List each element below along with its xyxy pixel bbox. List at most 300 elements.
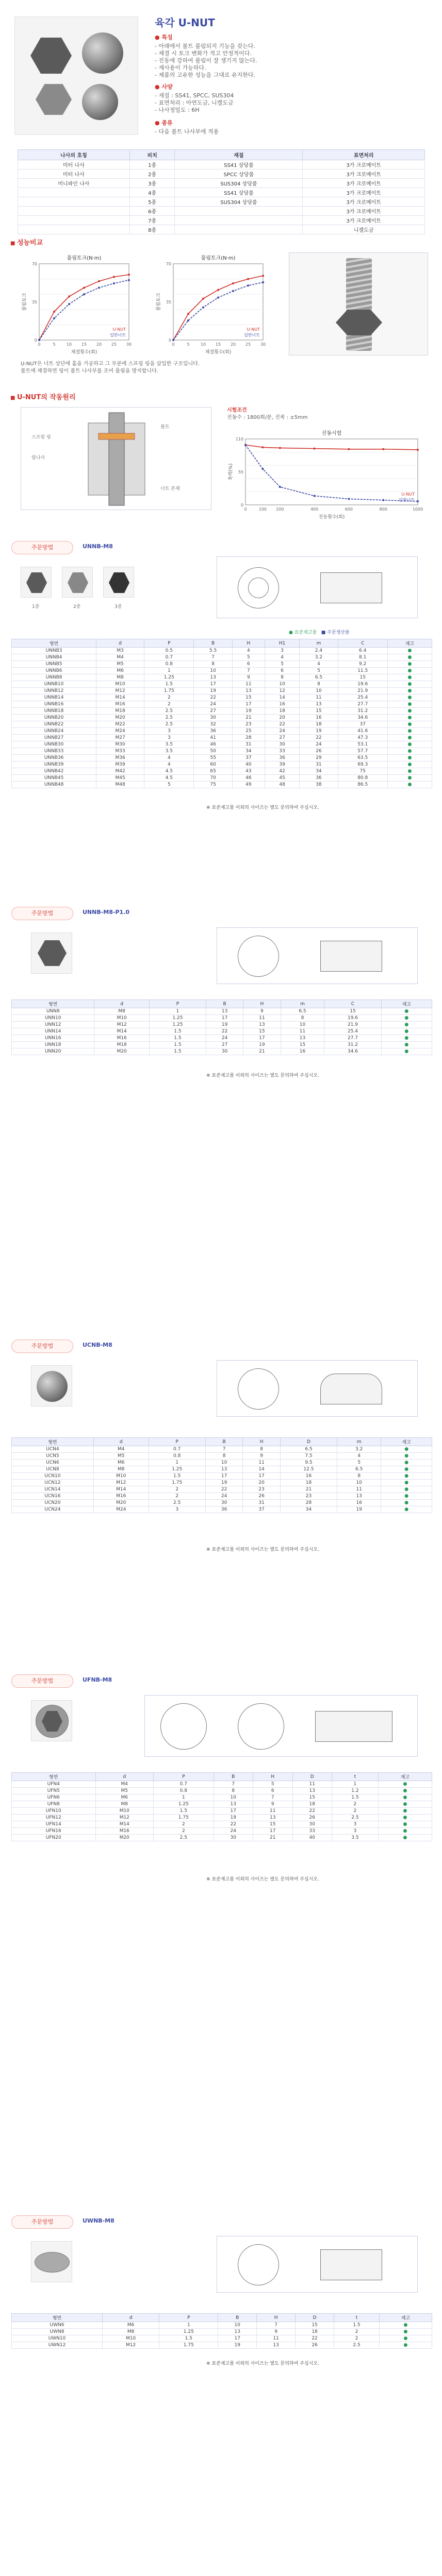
table-cell: 2 <box>154 1828 214 1835</box>
table-row <box>12 674 432 681</box>
table-row <box>12 735 432 741</box>
table-cell: 0.8 <box>144 661 194 668</box>
table-cell: 7 <box>257 2322 296 2329</box>
table-cell: ● <box>381 1035 432 1042</box>
column-header: D <box>280 1438 337 1446</box>
table-cell: M14 <box>94 1028 149 1035</box>
data-point <box>262 275 264 277</box>
table-cell: 1.25 <box>159 2329 218 2335</box>
table-note-2: ※ 표준재고품 이외의 사이즈는 별도 문의하여 주십시오. <box>206 1073 319 1078</box>
table-row <box>12 1835 432 1841</box>
table-cell: 15 <box>232 694 265 701</box>
table-cell: 26 <box>300 748 338 755</box>
table-cell: ● <box>381 1506 432 1513</box>
table-cell: M6 <box>93 1460 149 1466</box>
test-heading: 시험조건 <box>227 408 247 413</box>
table-cell: M16 <box>96 701 144 708</box>
data-point <box>187 313 189 315</box>
table-cell: 1.25 <box>154 1801 214 1808</box>
table-cell: 80.8 <box>338 775 387 782</box>
table-cell: 41 <box>194 735 232 741</box>
table-cell: 2.5 <box>144 715 194 721</box>
table-row <box>18 225 425 234</box>
table-cell: M27 <box>96 735 144 741</box>
table-cell: 4.5 <box>144 775 194 782</box>
table-cell: 2.4 <box>300 648 338 654</box>
table-cell: 9.2 <box>338 661 387 668</box>
table-cell: 6.5 <box>281 1008 324 1015</box>
table-cell: 13 <box>292 1788 332 1794</box>
table-cell: ● <box>381 1453 432 1460</box>
table-cell: 22 <box>214 1821 253 1828</box>
x-tick-label: 25 <box>111 342 117 347</box>
table-cell: 49 <box>232 782 265 788</box>
table-cell: M18 <box>96 708 144 715</box>
table-cell: 8 <box>281 1015 324 1022</box>
table-cell: UNNB16 <box>12 701 96 708</box>
x-axis-label: 체결횟수(회) <box>71 350 97 355</box>
table-cell: 15 <box>324 1008 381 1015</box>
x-tick-label: 800 <box>379 507 387 512</box>
table-cell: 10 <box>281 1022 324 1028</box>
table-cell: 17 <box>206 1015 243 1022</box>
dimension-drawing-5 <box>217 2236 418 2293</box>
x-tick-label: 30 <box>126 342 132 347</box>
table-cell: UCN24 <box>12 1506 94 1513</box>
table-cell: 26 <box>296 2342 334 2349</box>
table-cell: 3가 크로메이트 <box>303 197 425 207</box>
y-tick-label: 70 <box>166 262 171 266</box>
product-image-5 <box>31 2241 72 2282</box>
table-cell: 3가 크로메이트 <box>303 216 425 225</box>
table-cell: 26 <box>292 1815 332 1821</box>
data-point <box>128 274 130 276</box>
table-cell: 21 <box>253 1835 292 1841</box>
table-cell: 19 <box>214 1815 253 1821</box>
nut-image-1 <box>30 38 72 74</box>
table-cell: 22 <box>265 721 300 728</box>
table-cell: 9.5 <box>280 1460 337 1466</box>
table-cell: 1.5 <box>144 681 194 688</box>
product-photo <box>14 16 138 135</box>
column-header: D <box>296 2314 334 2322</box>
table-cell: M39 <box>96 761 144 768</box>
table-cell: 10 <box>337 1480 381 1486</box>
legend-entry: 일반너트 <box>399 498 415 502</box>
data-point <box>247 284 249 286</box>
column-header: H <box>253 1773 292 1781</box>
table-note-1: ※ 표준재고품 이외의 사이즈는 별도 문의하여 주십시오. <box>206 805 319 810</box>
table-cell: ● <box>381 1015 432 1022</box>
column-header: m <box>337 1438 381 1446</box>
table-cell: 36 <box>265 755 300 761</box>
table-row <box>12 1486 432 1493</box>
table-cell: M24 <box>96 728 144 735</box>
column-header: B <box>218 2314 257 2322</box>
table-cell: ● <box>387 668 432 674</box>
table-cell: 23 <box>280 1493 337 1500</box>
table-cell: UNNB39 <box>12 761 96 768</box>
table-cell: 9 <box>253 1801 292 1808</box>
table-cell: UNNB45 <box>12 775 96 782</box>
table-row <box>12 728 432 735</box>
table-cell: 9 <box>232 674 265 681</box>
table-cell: M8 <box>96 674 144 681</box>
table-cell: 50 <box>194 748 232 755</box>
table-cell: 9 <box>243 1453 280 1460</box>
table-cell: 6.5 <box>337 1466 381 1473</box>
principle-svg <box>21 408 212 511</box>
page-title: 육각 U-NUT <box>155 16 215 29</box>
table-cell: 10 <box>218 2322 257 2329</box>
dim-side-view <box>320 572 382 603</box>
table-cell: M14 <box>93 1486 149 1493</box>
table-row <box>12 1453 432 1460</box>
table-cell: M8 <box>95 1801 154 1808</box>
table-cell: 11 <box>243 1460 280 1466</box>
label-nut-body: 너트 본체 <box>160 486 180 492</box>
table-cell: 1종 <box>129 160 175 170</box>
table-row <box>12 2322 432 2329</box>
table-cell: 16 <box>300 715 338 721</box>
table-cell: 24 <box>300 741 338 748</box>
table-row <box>12 775 432 782</box>
sample-label-3: 3종 <box>114 604 122 609</box>
feature-line: - 진동에 강하여 풀림이 잘 생기지 않는다. <box>155 57 257 64</box>
table-cell: 9 <box>257 2329 296 2335</box>
table-cell: M12 <box>93 1480 149 1486</box>
column-header: m <box>300 639 338 648</box>
dimension-drawing-2 <box>217 927 418 984</box>
table-cell: ● <box>387 654 432 661</box>
table-cell: 30 <box>214 1835 253 1841</box>
table-cell: 1.5 <box>149 1473 205 1480</box>
table-cell: 24 <box>265 728 300 735</box>
table-cell: M20 <box>95 1835 154 1841</box>
data-point <box>261 446 264 448</box>
table-cell: 6 <box>253 1788 292 1794</box>
table-cell: 53.1 <box>338 741 387 748</box>
table-cell: 45 <box>265 775 300 782</box>
table-cell: M3 <box>96 648 144 654</box>
table-cell: UFN12 <box>12 1815 96 1821</box>
table-cell: ● <box>378 1835 432 1841</box>
table-cell: M45 <box>96 775 144 782</box>
table-cell: 13 <box>218 2329 257 2335</box>
table-cell: 2.5 <box>144 708 194 715</box>
table-cell: UFN6 <box>12 1794 96 1801</box>
table-cell: UFN16 <box>12 1828 96 1835</box>
nut-image-3 <box>36 84 72 115</box>
table-cell: UNNB4 <box>12 654 96 661</box>
table-cell: ● <box>387 648 432 654</box>
table-cell: UNNB30 <box>12 741 96 748</box>
section-principle: ■ U-NUT의 작동원리 <box>10 392 76 401</box>
table-row <box>18 207 425 216</box>
table-cell: 69.3 <box>338 761 387 768</box>
table-row <box>12 668 432 674</box>
order-method-4: 주문방법 <box>11 1674 73 1688</box>
table-note-3: ※ 표준재고품 이외의 사이즈는 별도 문의하여 주십시오. <box>206 1547 319 1552</box>
feature-line: - 체결 시 토크 변화가 적고 안정적이다. <box>155 50 252 57</box>
table-cell: ● <box>378 1808 432 1815</box>
table-row <box>12 681 432 688</box>
table-row <box>18 170 425 179</box>
column-header: P <box>149 1000 206 1008</box>
y-tick-label: 110 <box>235 437 243 442</box>
table-cell: 11 <box>243 1015 281 1022</box>
table-cell: 1 <box>149 1460 205 1466</box>
legend-std: ● 표준재고품 <box>289 630 317 635</box>
column-header: B <box>194 639 232 648</box>
table-cell: 3종 <box>129 179 175 188</box>
table-cell: 10 <box>194 668 232 674</box>
y-tick-label: 55 <box>238 470 243 474</box>
table-cell: 36 <box>194 728 232 735</box>
table-cell: 38 <box>300 782 338 788</box>
table-cell: 1.5 <box>149 1035 206 1042</box>
table-cell: ● <box>387 728 432 735</box>
legend-entry: U-NUT <box>112 327 126 332</box>
table-cell: 23 <box>243 1486 280 1493</box>
table-cell: 17 <box>232 701 265 708</box>
table-cell: UNN18 <box>12 1042 94 1048</box>
table-cell: 13 <box>300 701 338 708</box>
y-tick-label: 35 <box>166 300 171 304</box>
table-cell: 1.25 <box>149 1022 206 1028</box>
spec-table <box>18 149 425 234</box>
table-cell: 37 <box>243 1506 280 1513</box>
table-cell: UNNB27 <box>12 735 96 741</box>
table-cell: 27 <box>265 735 300 741</box>
types-block <box>155 118 219 135</box>
table-cell: UNNB3 <box>12 648 96 654</box>
table-cell: 30 <box>194 715 232 721</box>
table-cell <box>175 216 303 225</box>
table-cell: M16 <box>93 1493 149 1500</box>
data-point <box>202 298 204 300</box>
table-cell: 17 <box>194 681 232 688</box>
x-tick-label: 25 <box>245 342 251 347</box>
data-point <box>53 317 55 319</box>
table-cell: UFN20 <box>12 1835 96 1841</box>
table-cell: ● <box>378 1788 432 1794</box>
table-row <box>12 1042 432 1048</box>
order-code-4: UFNB-M8 <box>83 1676 112 1683</box>
table-cell: 36 <box>205 1506 242 1513</box>
table-cell: 22 <box>205 1486 242 1493</box>
table-cell: M6 <box>96 668 144 674</box>
data-point <box>113 276 115 278</box>
table-cell: 2 <box>149 1493 205 1500</box>
data-point <box>417 449 419 451</box>
table-cell: 75 <box>194 782 232 788</box>
data-point <box>217 297 219 299</box>
table-cell: ● <box>381 1048 432 1055</box>
feature-line: - 아래에서 볼트 풀림되지 기능을 갖는다. <box>155 43 255 49</box>
x-tick-label: 15 <box>215 342 221 347</box>
column-header: t <box>334 2314 379 2322</box>
bolt-illustration <box>289 252 428 355</box>
table-cell: 0.7 <box>154 1781 214 1788</box>
table-cell: 21 <box>243 1048 281 1055</box>
table-cell <box>18 197 130 207</box>
x-tick-label: 5 <box>53 342 56 347</box>
table-row <box>12 721 432 728</box>
table-cell: 1.5 <box>154 1808 214 1815</box>
table-cell: 0.8 <box>149 1453 205 1460</box>
nut-on-bolt-image <box>336 310 382 335</box>
chart-torque-2 <box>155 252 268 355</box>
table-cell: ● <box>381 1446 432 1453</box>
table-cell: ● <box>378 1794 432 1801</box>
table-cell: 46 <box>232 775 265 782</box>
y-axis-label: 축력(%) <box>228 463 234 481</box>
table-cell: 23 <box>232 721 265 728</box>
table-cell: 13 <box>243 1022 281 1028</box>
table-cell: 3 <box>332 1821 378 1828</box>
table-cell: 2 <box>334 2329 379 2335</box>
table-cell: 8 <box>300 681 338 688</box>
x-tick-label: 100 <box>258 507 267 512</box>
table-cell: 11 <box>253 1808 292 1815</box>
table-row <box>12 761 432 768</box>
data-point <box>53 311 55 313</box>
table-cell: 24 <box>194 701 232 708</box>
table-cell: M18 <box>94 1042 149 1048</box>
data-point <box>83 287 85 289</box>
table-cell: 86.5 <box>338 782 387 788</box>
column-header: C <box>324 1000 381 1008</box>
data-point <box>382 499 384 501</box>
chart-title: 풀림토크(N·m) <box>67 256 102 261</box>
x-tick-label: 600 <box>345 507 353 512</box>
table-cell: M24 <box>93 1506 149 1513</box>
chart-title: 풀림토크(N·m) <box>201 256 236 261</box>
table-cell: 5 <box>300 668 338 674</box>
test-condition <box>227 407 423 421</box>
table-cell: 2.5 <box>144 721 194 728</box>
table-cell: 2 <box>332 1801 378 1808</box>
spec-header: 나사의 호칭 <box>18 150 130 160</box>
table-cell: ● <box>381 1042 432 1048</box>
column-header: d <box>95 1773 154 1781</box>
table-cell: 5 <box>253 1781 292 1788</box>
table-cell: ● <box>381 1493 432 1500</box>
y-axis-label: 풀림토크 <box>156 293 161 311</box>
table-cell: 7 <box>232 668 265 674</box>
data-point <box>232 282 234 284</box>
table-cell: 4.5 <box>144 768 194 775</box>
table-cell: 6.5 <box>300 674 338 681</box>
table-note-5: ※ 표준재고품 이외의 사이즈는 별도 문의하여 주십시오. <box>206 2361 319 2366</box>
table-cell: M6 <box>103 2322 159 2329</box>
table-cell: 13 <box>281 1035 324 1042</box>
x-tick-label: 5 <box>187 342 190 347</box>
table-cell: M4 <box>93 1446 149 1453</box>
spec-header: 피치 <box>129 150 175 160</box>
table-cell: M8 <box>94 1008 149 1015</box>
table-cell: 4 <box>265 654 300 661</box>
order-method-2: 주문방법 <box>11 907 73 920</box>
table-row <box>18 188 425 197</box>
table-row <box>12 661 432 668</box>
table-cell: UWN8 <box>12 2329 103 2335</box>
product-image-3 <box>31 1365 72 1406</box>
table-cell: 11 <box>281 1028 324 1035</box>
table-cell: 18 <box>280 1480 337 1486</box>
table-cell: M16 <box>95 1828 154 1835</box>
column-header: 형번 <box>12 1773 96 1781</box>
y-axis-label: 풀림토크 <box>22 293 27 311</box>
table-cell: 21.9 <box>324 1022 381 1028</box>
table-cell: 미니파인 나사 <box>18 179 130 188</box>
table-cell: UFN10 <box>12 1808 96 1815</box>
table-cell: 14 <box>265 694 300 701</box>
table-cell: 43 <box>232 768 265 775</box>
table-cell: 70 <box>194 775 232 782</box>
x-tick-label: 0 <box>38 342 41 347</box>
table-cell: M30 <box>96 741 144 748</box>
table-unnb <box>11 639 432 788</box>
table-row <box>12 741 432 748</box>
data-point <box>128 279 130 281</box>
table-cell: M33 <box>96 748 144 755</box>
table-cell: 34 <box>280 1506 337 1513</box>
features-heading: ● 특징 <box>155 34 173 41</box>
table-row <box>12 715 432 721</box>
table-cell: 6종 <box>129 207 175 216</box>
table-cell: 1 <box>154 1794 214 1801</box>
table-cell: 8.1 <box>338 654 387 661</box>
data-point <box>244 444 247 446</box>
table-cell <box>175 225 303 234</box>
table-cell: 13 <box>214 1801 253 1808</box>
table-cell: 63.5 <box>338 755 387 761</box>
table-cell: 25.4 <box>324 1028 381 1035</box>
table-cell: 1.5 <box>332 1794 378 1801</box>
sample-label-2: 2종 <box>73 604 81 609</box>
table-cell: M4 <box>96 654 144 661</box>
table-cell: 3.5 <box>144 748 194 755</box>
table-row <box>18 160 425 170</box>
table-cell: 19 <box>337 1506 381 1513</box>
types-line: - 다음 볼트 나사부에 적용 <box>155 128 219 135</box>
table-cell: 29 <box>300 755 338 761</box>
data-point <box>417 500 419 502</box>
table-uwn <box>11 2313 432 2349</box>
y-tick-label: 0 <box>168 338 171 343</box>
column-header: P <box>149 1438 205 1446</box>
table-row <box>12 768 432 775</box>
table-row <box>12 2342 432 2349</box>
table-cell: ● <box>379 2335 432 2342</box>
table-cell: ● <box>387 768 432 775</box>
table-cell: ● <box>378 1781 432 1788</box>
table-cell: UWN12 <box>12 2342 103 2349</box>
table-cell: 24 <box>205 1493 242 1500</box>
principle-diagram <box>21 407 211 510</box>
table-cell: 17 <box>243 1035 281 1042</box>
table-cell: ● <box>387 782 432 788</box>
table-cell: 3가 크로메이트 <box>303 160 425 170</box>
table-cell: 1.25 <box>149 1466 205 1473</box>
data-point <box>262 281 264 283</box>
nut-image-2 <box>82 32 123 74</box>
table-cell: 미터 나사 <box>18 160 130 170</box>
table-cell: 27 <box>206 1042 243 1048</box>
table-cell: 17 <box>243 1473 280 1480</box>
